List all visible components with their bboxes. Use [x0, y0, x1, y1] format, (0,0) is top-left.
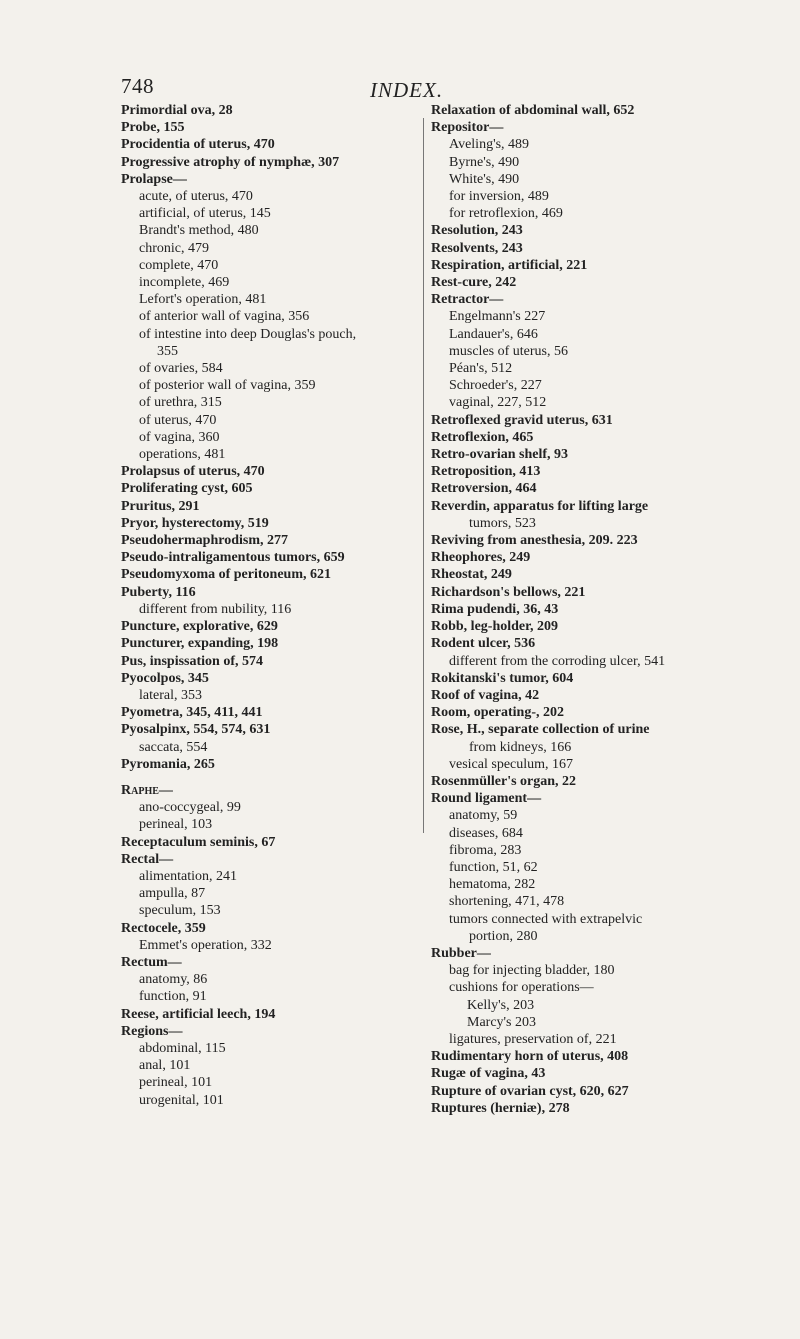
index-entry: Room, operating-, 202 — [431, 705, 564, 721]
index-entry: Round ligament— — [431, 791, 542, 807]
index-entry: Rheophores, 249 — [431, 550, 531, 566]
index-entry: Proliferating cyst, 605 — [121, 481, 253, 497]
index-entry: Pyosalpinx, 554, 574, 631 — [121, 722, 271, 738]
index-subentry: 355 — [157, 343, 178, 359]
index-entry: Resolvents, 243 — [431, 240, 523, 256]
index-subentry: Byrne's, 490 — [449, 154, 520, 170]
index-entry: Rectocele, 359 — [121, 920, 206, 936]
index-entry: Retroflexion, 465 — [431, 429, 534, 445]
index-subentry: function, 91 — [139, 989, 207, 1005]
index-subentry: different from the corroding ulcer, 541 — [449, 653, 666, 669]
index-entry: Pryor, hysterectomy, 519 — [121, 515, 269, 531]
index-subentry: Schroeder's, 227 — [449, 378, 542, 394]
index-entry: Puncture, explorative, 629 — [121, 619, 278, 635]
index-entry: Richardson's bellows, 221 — [431, 584, 586, 600]
index-entry: Pruritus, 291 — [121, 498, 200, 514]
index-entry: Rudimentary horn of uterus, 408 — [431, 1049, 629, 1065]
index-entry: Rubber— — [431, 945, 491, 961]
index-subentry: anatomy, 86 — [139, 972, 208, 988]
index-entry: Relaxation of abdominal wall, 652 — [431, 103, 635, 118]
index-entry: Regions— — [121, 1023, 183, 1039]
index-entry: Primordial ova, 28 — [121, 103, 233, 118]
index-subentry: tumors, 523 — [469, 515, 536, 531]
index-subentry: of uterus, 470 — [139, 412, 217, 428]
index-subentry: complete, 470 — [139, 257, 219, 273]
index-entry: Puberty, 116 — [121, 584, 196, 600]
index-subentry: acute, of uterus, 470 — [139, 189, 253, 205]
index-entry: Pseudomyxoma of peritoneum, 621 — [121, 567, 331, 583]
index-subentry: ampulla, 87 — [139, 886, 206, 902]
index-entry: Rodent ulcer, 536 — [431, 636, 536, 652]
index-subentry: perineal, 101 — [139, 1075, 213, 1091]
index-entry: Reverdin, apparatus for lifting large — [431, 498, 649, 514]
index-entry: Retroposition, 413 — [431, 464, 541, 480]
index-entry: Repositor— — [431, 120, 504, 136]
index-subentry: White's, 490 — [449, 171, 520, 187]
index-subentry: of posterior wall of vagina, 359 — [139, 378, 316, 394]
page-number: 748 — [121, 74, 154, 98]
index-entry: Respiration, artificial, 221 — [431, 257, 588, 273]
index-entry: Pus, inspissation of, 574 — [121, 653, 263, 669]
index-entry: Rosenmüller's organ, 22 — [431, 773, 577, 789]
index-subentry: anatomy, 59 — [449, 808, 518, 824]
index-entry: Retroversion, 464 — [431, 481, 537, 497]
index-subentry: hematoma, 282 — [449, 877, 536, 893]
index-subentry: vaginal, 227, 512 — [449, 395, 547, 411]
index-entry: Rheostat, 249 — [431, 567, 512, 583]
index-subentry: cushions for operations— — [449, 980, 594, 996]
index-subentry: of intestine into deep Douglas's pouch, — [139, 326, 357, 342]
index-entry: Progressive atrophy of nymphæ, 307 — [121, 154, 340, 170]
index-entry: Retractor— — [431, 292, 504, 308]
index-subentry: bag for injecting bladder, 180 — [449, 963, 615, 979]
index-subentry: incomplete, 469 — [139, 275, 230, 291]
index-subentry: shortening, 471, 478 — [449, 894, 565, 910]
index-entry: Robb, leg-holder, 209 — [431, 619, 559, 635]
index-entry: Resolution, 243 — [431, 223, 523, 239]
index-entry: Receptaculum seminis, 67 — [121, 834, 276, 850]
column-divider — [423, 118, 424, 833]
index-entry: Rectum— — [121, 954, 182, 970]
index-entry: Retro-ovarian shelf, 93 — [431, 447, 568, 463]
index-column-left — [121, 102, 421, 1109]
index-subentry: Aveling's, 489 — [449, 137, 530, 153]
index-subentry: ano-coccygeal, 99 — [139, 800, 241, 816]
index-entry: Pyocolpos, 345 — [121, 670, 209, 686]
index-subentry: vesical speculum, 167 — [449, 756, 574, 772]
index-subentry: lateral, 353 — [139, 687, 202, 703]
index-entry: Roof of vagina, 42 — [431, 687, 540, 703]
index-subentry: urogenital, 101 — [139, 1092, 224, 1108]
index-entry: Rose, H., separate collection of urine — [431, 722, 650, 738]
index-subentry: of ovaries, 584 — [139, 361, 223, 377]
index-subentry: Brandt's method, 480 — [139, 223, 259, 239]
index-subentry: for retroflexion, 469 — [449, 206, 563, 222]
index-subentry: portion, 280 — [469, 928, 538, 944]
index-entry: Rest-cure, 242 — [431, 275, 517, 291]
page-title: INDEX. — [370, 78, 444, 102]
index-subentry: fibroma, 283 — [449, 842, 522, 858]
index-entry: Probe, 155 — [121, 120, 185, 136]
index-subentry: from kidneys, 166 — [469, 739, 572, 755]
index-entry: Prolapsus of uterus, 470 — [121, 464, 265, 480]
index-entry: Pyometra, 345, 411, 441 — [121, 705, 263, 721]
index-subentry: artificial, of uterus, 145 — [139, 206, 271, 222]
index-entry: Reese, artificial leech, 194 — [121, 1006, 276, 1022]
index-subentry: Péan's, 512 — [449, 361, 513, 377]
index-subentry: different from nubility, 116 — [139, 601, 292, 617]
index-subentry: ligatures, preservation of, 221 — [449, 1031, 617, 1047]
index-subentry: speculum, 153 — [139, 903, 221, 919]
index-entry: Pyromania, 265 — [121, 756, 215, 772]
index-subentry: diseases, 684 — [449, 825, 523, 841]
index-entry: Ruptures (herniæ), 278 — [431, 1100, 570, 1116]
index-entry: Retroflexed gravid uterus, 631 — [431, 412, 613, 428]
index-entry: Rectal— — [121, 851, 174, 867]
index-entry: Puncturer, expanding, 198 — [121, 636, 279, 652]
index-subentry: anal, 101 — [139, 1058, 191, 1074]
index-subentry: of vagina, 360 — [139, 429, 220, 445]
index-subentry: alimentation, 241 — [139, 868, 237, 884]
index-subentry: abdominal, 115 — [139, 1040, 226, 1056]
index-subentry: tumors connected with extrapelvic — [449, 911, 643, 927]
index-entry: Raphe— — [121, 782, 173, 798]
index-entry: Rokitanski's tumor, 604 — [431, 670, 574, 686]
index-subentry: Engelmann's 227 — [449, 309, 546, 325]
index-subentry: function, 51, 62 — [449, 859, 538, 875]
index-subentry: chronic, 479 — [139, 240, 209, 256]
index-entry: Reviving from anesthesia, 209. 223 — [431, 533, 638, 549]
index-subentry: for inversion, 489 — [449, 189, 549, 205]
index-entry: Pseudohermaphrodism, 277 — [121, 533, 288, 549]
index-subentry: muscles of uterus, 56 — [449, 343, 568, 359]
index-subentry: Lefort's operation, 481 — [139, 292, 267, 308]
index-subentry: of urethra, 315 — [139, 395, 222, 411]
section-gap — [121, 773, 421, 782]
index-entry: Pseudo-intraligamentous tumors, 659 — [121, 550, 345, 566]
index-subentry: Kelly's, 203 — [467, 997, 535, 1013]
index-entry: Prolapse— — [121, 171, 187, 187]
index-subentry: of anterior wall of vagina, 356 — [139, 309, 310, 325]
index-column-right — [431, 102, 771, 1117]
index-subentry: Landauer's, 646 — [449, 326, 538, 342]
index-subentry: Emmet's operation, 332 — [139, 937, 272, 953]
index-subentry: Marcy's 203 — [467, 1014, 537, 1030]
index-subentry: saccata, 554 — [139, 739, 208, 755]
index-subentry: perineal, 103 — [139, 817, 213, 833]
index-entry: Rugæ of vagina, 43 — [431, 1066, 546, 1082]
index-subentry: operations, 481 — [139, 447, 226, 463]
index-entry: Procidentia of uterus, 470 — [121, 137, 275, 153]
index-entry: Rupture of ovarian cyst, 620, 627 — [431, 1083, 629, 1099]
index-entry: Rima pudendi, 36, 43 — [431, 601, 559, 617]
